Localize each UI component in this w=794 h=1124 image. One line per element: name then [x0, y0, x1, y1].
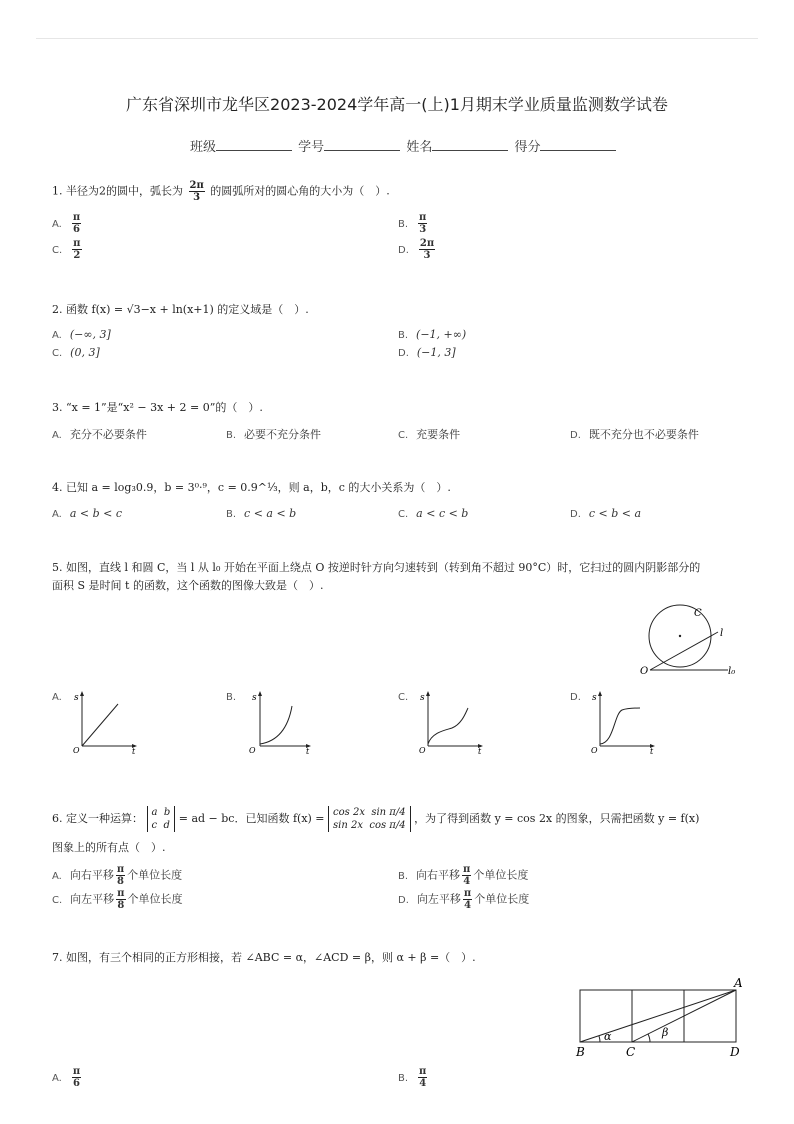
- option-b[interactable]: [398, 212, 429, 235]
- option-d[interactable]: [398, 346, 456, 359]
- option-a[interactable]: [52, 1066, 83, 1089]
- question-number: 2.: [52, 303, 63, 316]
- question-5: [52, 560, 700, 576]
- student-info: [190, 136, 618, 155]
- label-b: B: [576, 1045, 585, 1059]
- option-text: 个单位长度: [474, 892, 530, 906]
- option-a[interactable]: [52, 690, 70, 703]
- option-text: 必要不充分条件: [244, 428, 322, 441]
- option-label: C.: [52, 244, 63, 256]
- denominator: 4: [464, 900, 472, 911]
- fraction: [463, 888, 472, 911]
- axis-t: t: [650, 747, 654, 754]
- question-text: = ad − bc．已知函数 f(x) =: [178, 812, 325, 825]
- matrix-cell: b: [163, 807, 171, 818]
- angle-alpha-arc: [599, 1036, 600, 1042]
- option-label: D.: [398, 348, 409, 359]
- option-label: D.: [398, 244, 409, 256]
- option-text: 个单位长度: [127, 868, 183, 882]
- question-text: ，为了得到函数 y = cos 2x 的图象，只需把函数 y = f(x): [414, 812, 700, 825]
- question-7: [52, 950, 476, 966]
- option-label: A.: [52, 692, 62, 703]
- denominator: 6: [73, 1078, 80, 1089]
- matrix-cell: a: [151, 807, 158, 818]
- numerator: π: [419, 212, 427, 223]
- question-number: 3.: [52, 401, 63, 414]
- option-label: A.: [52, 509, 62, 520]
- option-a[interactable]: [52, 426, 147, 442]
- label-beta: β: [662, 1026, 669, 1039]
- denominator: 6: [73, 224, 80, 235]
- label-c: C: [626, 1045, 636, 1059]
- option-label: D.: [570, 692, 581, 703]
- option-text: (−1, +∞): [416, 328, 467, 341]
- name-blank[interactable]: [432, 138, 508, 151]
- option-label: A.: [52, 870, 62, 882]
- axis-t: t: [478, 747, 482, 754]
- center-dot: [679, 635, 681, 637]
- axis-s: s: [592, 693, 597, 703]
- graph-a: [72, 688, 140, 754]
- fraction: [116, 864, 125, 887]
- label-a: A: [734, 976, 743, 990]
- option-label: A.: [52, 1072, 62, 1084]
- label-o: O: [640, 666, 649, 677]
- axis-s: s: [420, 693, 425, 703]
- matrix-cell: sin 2x: [333, 820, 363, 831]
- question-number: 1.: [52, 184, 63, 198]
- option-a[interactable]: [52, 864, 182, 887]
- option-c[interactable]: [52, 888, 183, 911]
- option-b[interactable]: [398, 328, 466, 341]
- determinant-fx: [328, 806, 411, 832]
- fraction: [189, 180, 205, 203]
- axis-t: t: [132, 747, 136, 754]
- option-a[interactable]: [52, 507, 122, 520]
- option-d[interactable]: [570, 507, 641, 520]
- option-text: 充分不必要条件: [69, 428, 147, 441]
- question-5-line2: 面积 S 是时间 t 的函数，这个函数的图像大致是（ ）.: [52, 579, 324, 592]
- label-l0: l₀: [728, 666, 736, 677]
- question-text: 如图，有三个相同的正方形相接，若 ∠ABC = α，∠ACD = β，则 α + β =（ ）.: [66, 951, 476, 964]
- option-text: 充要条件: [416, 428, 461, 441]
- numerator: π: [117, 888, 125, 899]
- option-label: B.: [398, 870, 409, 882]
- option-text: a < b < c: [69, 507, 123, 520]
- label-c: C: [694, 608, 702, 619]
- question-1: [52, 180, 390, 203]
- option-c[interactable]: [398, 426, 460, 442]
- info-number: 学号: [298, 140, 325, 155]
- option-label: B.: [226, 692, 237, 703]
- option-text: (0, 3]: [70, 346, 100, 359]
- question-3: [52, 400, 263, 416]
- option-label: C.: [52, 348, 63, 359]
- numerator: π: [72, 1066, 81, 1077]
- question-text: 定义一种运算：: [66, 812, 143, 825]
- option-a[interactable]: [52, 212, 83, 235]
- denominator: 4: [419, 1078, 427, 1089]
- denominator: 4: [463, 876, 471, 887]
- option-c[interactable]: [52, 238, 84, 261]
- axis-s: s: [252, 693, 257, 703]
- info-name: 姓名: [406, 140, 433, 155]
- number-blank[interactable]: [324, 138, 400, 151]
- axis-s: s: [74, 693, 79, 703]
- option-label: A.: [52, 330, 62, 341]
- fraction: [72, 1066, 81, 1089]
- question-text: “x = 1”是“x² − 3x + 2 = 0”的（ ）.: [66, 401, 263, 414]
- question-text: 半径为2的圆中，弧长为: [66, 184, 183, 198]
- option-text: c < b < a: [588, 507, 642, 520]
- question-text: 如图，直线 l 和圆 C，当 l 从 l₀ 开始在平面上绕点 O 按逆时针方向匀速转到（转到角不超过 90°C）时，它扫过的圆内阴影部分的: [66, 561, 701, 574]
- option-text: 向右平移: [69, 868, 114, 882]
- option-text: 个单位长度: [127, 892, 183, 906]
- numerator: 2π: [189, 180, 204, 191]
- label-l: l: [720, 628, 724, 639]
- info-score: 得分: [514, 140, 541, 155]
- question-6: [52, 806, 699, 832]
- option-label: D.: [398, 894, 409, 906]
- graph-b: [246, 688, 314, 754]
- option-text: 向右平移: [416, 868, 461, 882]
- option-text: (−∞, 3]: [69, 328, 111, 341]
- option-label: C.: [398, 430, 409, 441]
- determinant-abcd: [147, 806, 176, 832]
- option-text: c < a < b: [244, 507, 297, 520]
- denominator: 8: [117, 876, 124, 887]
- option-label: B.: [398, 330, 409, 341]
- option-label: C.: [398, 692, 409, 703]
- graph-d: [590, 688, 658, 754]
- question-number: 4.: [52, 481, 63, 494]
- option-c[interactable]: [398, 507, 468, 520]
- option-label: D.: [570, 430, 581, 441]
- option-label: D.: [570, 509, 581, 520]
- numerator: 2π: [419, 238, 435, 249]
- denominator: 3: [423, 250, 431, 261]
- question-number: 7.: [52, 951, 63, 964]
- fraction: [418, 212, 427, 235]
- question-text: 已知 a = log₃0.9，b = 3⁰·⁹，c = 0.9^⅓，则 a，b，c 的大小关系为（ ）.: [66, 481, 451, 494]
- origin: O: [249, 746, 256, 754]
- option-text: (−1, 3]: [416, 346, 456, 359]
- fraction: [72, 238, 81, 261]
- fraction: [419, 238, 435, 261]
- fraction: [418, 1066, 427, 1089]
- matrix-cell: cos π/4: [369, 820, 406, 831]
- option-d[interactable]: [570, 690, 589, 703]
- line-l: [650, 632, 718, 670]
- origin: O: [419, 746, 426, 754]
- option-label: B.: [398, 1072, 409, 1084]
- circle-line-figure: [636, 604, 746, 680]
- option-c[interactable]: [52, 346, 100, 359]
- denominator: 2: [73, 250, 81, 261]
- graph-c: [418, 688, 486, 754]
- angle-beta-arc: [648, 1034, 650, 1042]
- score-blank[interactable]: [540, 138, 616, 151]
- option-d[interactable]: [398, 238, 437, 261]
- option-d[interactable]: [398, 888, 529, 911]
- axis-t: t: [306, 747, 310, 754]
- top-rule: [36, 38, 758, 39]
- matrix-cell: d: [163, 820, 170, 831]
- numerator: π: [463, 888, 472, 899]
- option-label: A.: [52, 218, 62, 230]
- numerator: π: [463, 864, 471, 875]
- matrix-cell: cos 2x: [333, 807, 365, 818]
- option-b[interactable]: [398, 1066, 429, 1089]
- origin: O: [591, 746, 598, 754]
- origin: O: [73, 746, 80, 754]
- question-text: 的圆弧所对的圆心角的大小为（ ）.: [210, 184, 390, 198]
- label-alpha: α: [604, 1030, 612, 1043]
- denominator: 3: [419, 224, 427, 235]
- option-text: a < c < b: [416, 507, 469, 520]
- option-label: A.: [52, 430, 62, 441]
- option-label: B.: [398, 218, 409, 230]
- option-text: 既不充分也不必要条件: [588, 428, 699, 441]
- option-text: 向左平移: [416, 892, 461, 906]
- option-label: B.: [226, 430, 237, 441]
- question-text: 函数 f(x) = √3−x + ln(x+1) 的定义域是（ ）.: [66, 303, 309, 316]
- info-class: 班级: [190, 140, 217, 155]
- question-number: 6.: [52, 812, 63, 825]
- option-label: C.: [52, 894, 63, 906]
- matrix-cell: c: [151, 820, 158, 831]
- option-a[interactable]: [52, 328, 111, 341]
- numerator: π: [419, 1066, 427, 1077]
- option-label: C.: [398, 509, 409, 520]
- option-d[interactable]: [570, 426, 699, 442]
- page-title: 广东省深圳市龙华区2023-2024学年高一(上)1月期末学业质量监测数学试卷: [126, 95, 668, 114]
- option-label: B.: [226, 509, 237, 520]
- option-b[interactable]: [226, 690, 244, 703]
- matrix-cell: sin π/4: [371, 807, 406, 818]
- denominator: 3: [193, 192, 201, 203]
- numerator: π: [72, 212, 81, 223]
- numerator: π: [116, 864, 125, 875]
- question-number: 5.: [52, 561, 63, 574]
- question-2: [52, 302, 309, 318]
- option-text: 向左平移: [70, 892, 115, 906]
- option-b[interactable]: [398, 864, 528, 887]
- class-blank[interactable]: [216, 138, 292, 151]
- option-text: 个单位长度: [473, 868, 529, 882]
- denominator: 8: [117, 900, 125, 911]
- three-squares-figure: [570, 976, 750, 1060]
- option-c[interactable]: [398, 690, 416, 703]
- numerator: π: [73, 238, 81, 249]
- label-d: D: [730, 1045, 740, 1059]
- fraction: [116, 888, 125, 911]
- question-4: [52, 480, 451, 496]
- fraction: [462, 864, 471, 887]
- question-6-line2: 图象上的所有点（ ）.: [52, 841, 166, 854]
- fraction: [72, 212, 81, 235]
- option-b[interactable]: [226, 426, 321, 442]
- option-b[interactable]: [226, 507, 296, 520]
